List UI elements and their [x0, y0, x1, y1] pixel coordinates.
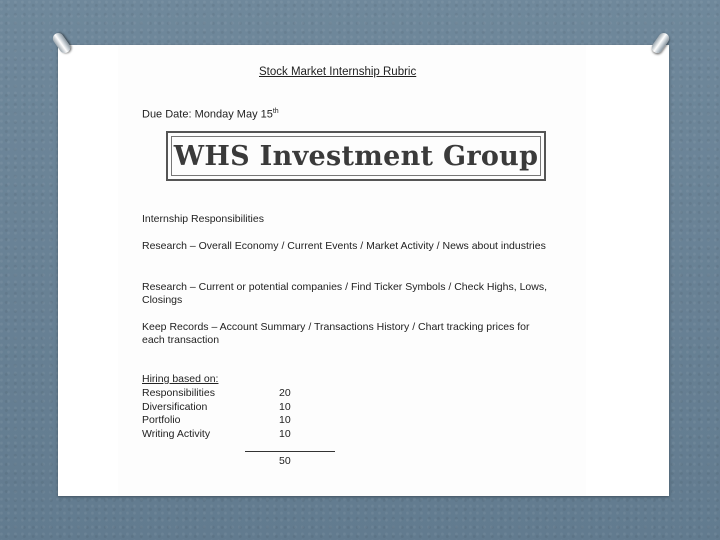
section-heading: Internship Responsibilities — [142, 213, 264, 225]
due-date-value: Monday May 15 — [194, 108, 273, 121]
rubric-label: Writing Activity — [142, 428, 211, 440]
rubric-row — [142, 428, 342, 441]
organization-banner — [166, 131, 546, 181]
rubric-label: Portfolio — [142, 414, 181, 426]
organization-name: WHS Investment Group — [171, 136, 541, 176]
responsibility-paragraph: Research – Current or potential companies / Find Ticker Symbols / Check Highs, Lows, Closings — [142, 281, 548, 306]
rubric-row — [142, 401, 342, 414]
rubric-label: Diversification — [142, 401, 208, 413]
document-title: Stock Market Internship Rubric — [259, 66, 417, 78]
rubric-score: 10 — [279, 401, 291, 413]
total-divider — [245, 451, 335, 452]
scanned-document — [118, 45, 586, 496]
responsibility-paragraph: Research – Overall Economy / Current Events / Market Activity / News about industries — [142, 240, 546, 252]
hiring-title: Hiring based on: — [142, 373, 219, 385]
due-date-suffix: th — [272, 108, 279, 115]
responsibility-paragraph: Keep Records – Account Summary / Transactions History / Chart tracking prices for each transaction — [142, 321, 530, 346]
due-date-label: Due Date: — [142, 108, 192, 121]
due-date — [142, 108, 279, 121]
rubric-label: Responsibilities — [142, 387, 215, 399]
rubric-score: 10 — [279, 414, 291, 426]
total-score: 50 — [279, 455, 291, 467]
rubric-row — [142, 414, 342, 427]
rubric-score: 10 — [279, 428, 291, 440]
rubric-score: 20 — [279, 387, 291, 399]
rubric-row — [142, 387, 342, 400]
